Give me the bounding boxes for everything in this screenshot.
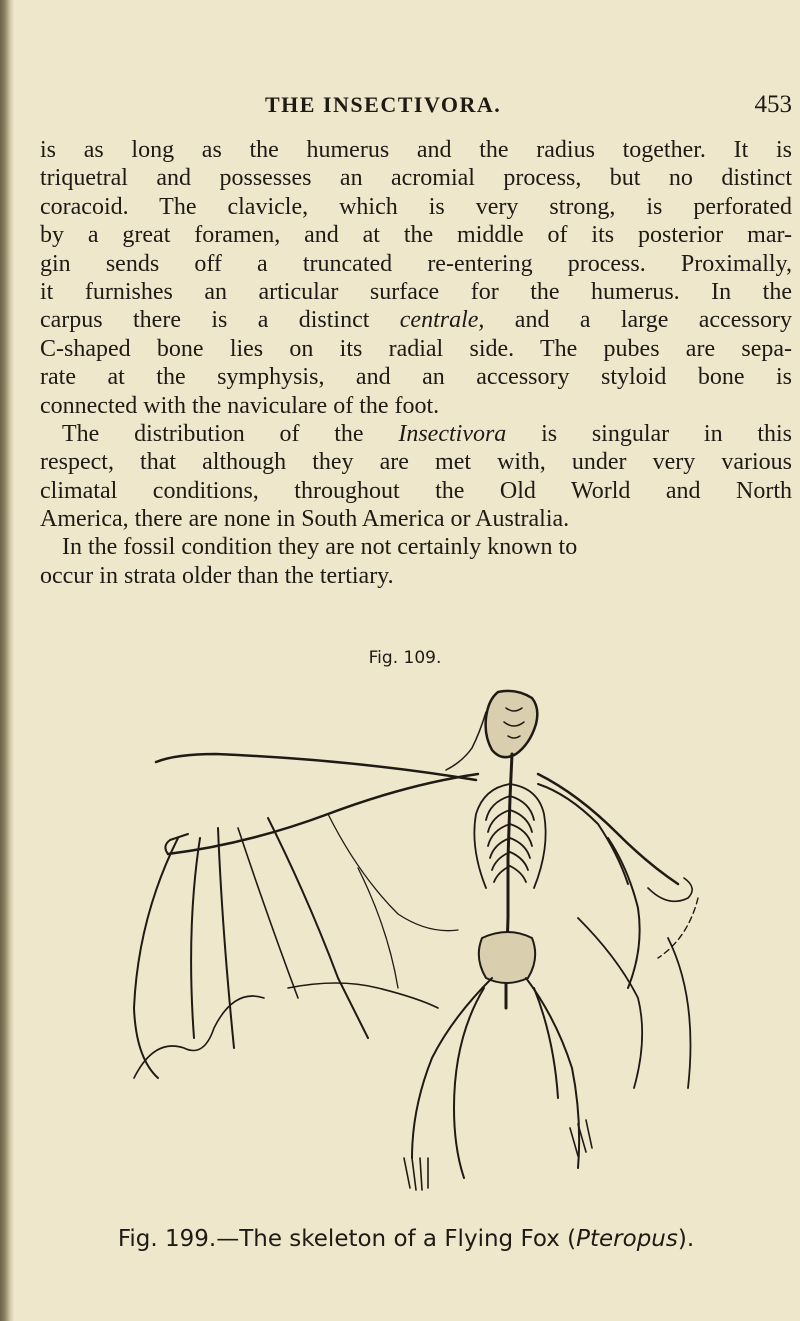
caption-genus: Pteropus (576, 1226, 678, 1252)
text-line: rate at the symphysis, and an accessory styloid bone is (40, 364, 792, 391)
text-line: occur in strata older than the tertiary. (40, 562, 394, 589)
text-line: coracoid. The clavicle, which is very strong, is perforated (40, 193, 792, 220)
text-line: triquetral and possesses an acromial process, but no distinct (40, 165, 792, 192)
page-number: 453 (754, 91, 792, 118)
left-wing (134, 754, 478, 1078)
body-text (40, 136, 792, 590)
text-line: In the fossil condition they are not certainly known to (62, 534, 578, 561)
running-title: THE INSECTIVORA. (265, 92, 502, 117)
italic-term-insectivora: Insectivora (398, 420, 507, 447)
skull (486, 691, 538, 757)
hind-limbs (404, 978, 592, 1190)
text-line: connected with the naviculare of the foot. (40, 392, 440, 419)
text-segment: The distribution of the (62, 420, 364, 447)
caption-text: Fig. 199.—The skeleton of a Flying Fox ( (117, 1226, 577, 1252)
text-segment: and a large accessory (514, 307, 793, 334)
caption-text-end: ). (677, 1226, 695, 1252)
text-line: C-shaped bone lies on its radial side. The pubes are sepa- (40, 335, 792, 362)
italic-term-centrale: centrale, (399, 307, 485, 334)
text-line: is as long as the humerus and the radius together. It is (40, 137, 792, 163)
flying-fox-skeleton-illustration (108, 688, 718, 1208)
figure-label: Fig. 109. (368, 648, 442, 668)
text-segment: carpus there is a distinct (40, 307, 370, 334)
text-line: climatal conditions, throughout the Old World and North (40, 477, 792, 504)
text-segment: is singular in this (541, 420, 793, 447)
pelvis (479, 932, 535, 983)
running-header (40, 92, 792, 126)
figure-caption (0, 1226, 800, 1252)
text-line: respect, that although they are met with, under very various (40, 449, 792, 476)
text-line (40, 306, 792, 334)
text-line: gin sends off a truncated re-entering process. Proximally, (40, 250, 792, 277)
text-line (40, 420, 792, 448)
text-line: America, there are none in South America or Australia. (40, 506, 570, 533)
text-line: by a great foramen, and at the middle of its posterior mar- (40, 222, 792, 249)
text-line: it furnishes an articular surface for the humerus. In the (40, 278, 792, 305)
wing-membrane (328, 814, 458, 931)
